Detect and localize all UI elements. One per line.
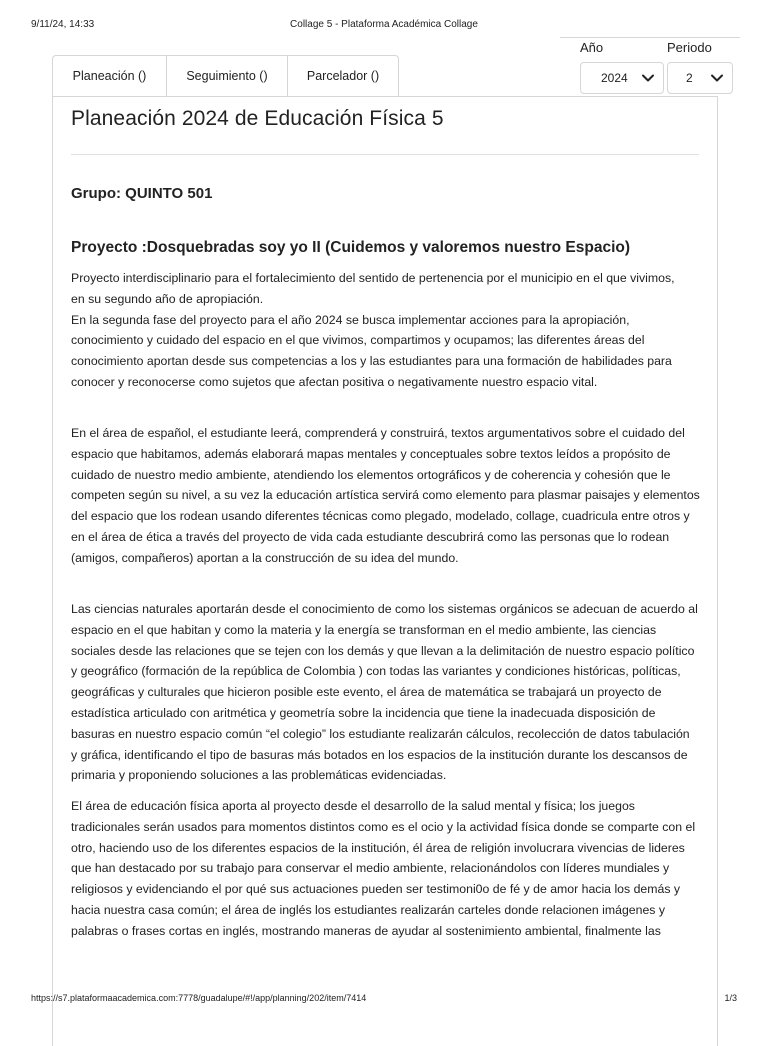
paragraph-line: estadística articulado con aritmética y geometría sobre la incidencia que tiene la inadecuada disposición de xyxy=(71,705,656,720)
print-footer xyxy=(31,993,737,1007)
paragraph-line: palabras o frases cortas en inglés, mostrando maneras de ayudar al sostenimiento ambiental, finalmente las xyxy=(71,923,661,938)
paragraph-line: del espacio que los rodean usando diferentes técnicas como plegado, modelado, collage, cuadricula entre otros y xyxy=(71,509,690,524)
paragraph-line: primaria y proponiendo soluciones a las problemáticas evidenciadas. xyxy=(71,768,447,783)
paragraph-line: basuras en nuestro espacio común “el colegio” los estudiante realizarán cálculos, recolección de datos tabulación xyxy=(71,726,690,741)
tab-planeacion[interactable]: Planeación () xyxy=(52,55,166,97)
paragraph-line: tradicionales serán usados para momentos distintos como es el ocio y la actividad física donde se comparte con el xyxy=(71,819,696,834)
period-label: Periodo xyxy=(667,40,712,55)
paragraph-line: (amigos, compañeros) aportan a la construcción de su idea del mundo. xyxy=(71,550,459,565)
page-title: Planeación 2024 de Educación Física 5 xyxy=(71,107,444,130)
paragraph-line: conocimiento aportan desde sus competencias a los y las estudiantes para una formación de habilidades para xyxy=(71,354,672,369)
paragraph-line: espacio que habitamos, además elaborará mapas mentales y conceptuales sobre textos leídos a propósito de xyxy=(71,446,671,461)
year-select-value: 2024 xyxy=(601,71,628,85)
paragraph-line: hacia nuestra casa común; el área de inglés los estudiantes realizarán carteles donde relacionen imágenes y xyxy=(71,902,666,917)
tab-parcelador[interactable]: Parcelador () xyxy=(287,55,399,97)
top-divider xyxy=(560,37,740,38)
paragraph-line: competen según su nivel, a su vez la educación artística servirá como elemento para plasmar paisajes y elementos xyxy=(71,488,700,503)
print-datetime: 9/11/24, 14:33 xyxy=(31,19,95,30)
paragraph-line: Proyecto interdisciplinario para el fortalecimiento del sentido de pertenencia por el municipio en el que vivimos, xyxy=(71,271,675,285)
year-select[interactable] xyxy=(580,62,664,94)
paragraph-intro xyxy=(71,268,701,393)
year-label: Año xyxy=(580,40,604,55)
paragraph-line: conocer y reconocerse como sujetos que afectan positiva o negativamente nuestro espacio vital. xyxy=(71,374,598,389)
tab-seguimiento[interactable]: Seguimiento () xyxy=(166,55,287,97)
print-page-number: 1/3 xyxy=(724,993,737,1003)
paragraph-ciencias xyxy=(71,599,701,786)
period-select[interactable] xyxy=(667,62,733,94)
paragraph-line: geográficas y culturales que hicieron posible este evento, el área de matemática se trabajará un proyecto de xyxy=(71,685,662,700)
paragraph-line: otro, haciendo uso de los diferentes espacios de la institución, él área de religión involucrara vivencias de lideres xyxy=(71,840,685,855)
paragraph-line: En el área de español, el estudiante leerá, comprenderá y construirá, textos argumentativos sobre el cuidado del xyxy=(71,426,685,440)
paragraph-educacion-fisica xyxy=(71,796,701,942)
paragraph-line: en su segundo año de apropiación. xyxy=(71,291,264,306)
paragraph-line: y geográfico (formación de la república de Colombia ) con todas las variantes y condiciones históricas, políticas, xyxy=(71,664,681,679)
print-url: https://s7.plataformaacademica.com:7778/guadalupe/#!/app/planning/202/item/7414 xyxy=(31,993,367,1003)
paragraph-line: En la segunda fase del proyecto para el año 2024 se busca implementar acciones para la apropiación, xyxy=(71,312,630,327)
paragraph-espanol xyxy=(71,423,701,569)
print-header xyxy=(31,19,737,33)
paragraph-line: religiosos y evidenciando el por qué sus actuaciones pueden ser testimoni0o de fé y de amor hacia los demás y xyxy=(71,882,681,897)
paragraph-line: El área de educación física aporta al proyecto desde el desarrollo de la salud mental y física; los juegos xyxy=(71,799,635,813)
group-heading: Grupo: QUINTO 501 xyxy=(71,185,213,202)
paragraph-line: cuidado de nuestro medio ambiente, atendiendo los elementos ortográficos y de coherencia y cohesión que le xyxy=(71,467,671,482)
paragraph-line: Las ciencias naturales aportarán desde el conocimiento de como los sistemas orgánicos se adecuan de acuerdo al xyxy=(71,602,698,616)
chevron-down-icon xyxy=(641,71,655,85)
paragraph-line: conocimiento y cuidado del espacio en el que vivimos, compartimos y ocupamos; las diferentes áreas del xyxy=(71,333,645,348)
paragraph-line: y gráfica, identificando el tipo de basuras más botados en los espacios de la institución durante los descansos de xyxy=(71,747,688,762)
title-divider xyxy=(71,154,699,155)
print-title: Collage 5 - Plataforma Académica Collage xyxy=(290,19,478,30)
paragraph-line: en el área de ética a través del proyecto de vida cada estudiante descubrirá como las personas que lo rodean xyxy=(71,529,670,544)
project-heading: Proyecto :Dosquebradas soy yo II (Cuidemos y valoremos nuestro Espacio) xyxy=(71,239,631,256)
paragraph-line: espacio en el que habitan y como la materia y la energía se transforman en el medio ambiente, las ciencias xyxy=(71,622,657,637)
paragraph-line: sociales desde las relaciones que se tejen con los demás y que llevan a la delimitación de nuestro espacio político xyxy=(71,643,695,658)
paragraph-line: que han destacado por su trabajo para conservar el medio ambiente, relacionándolos con líderes mundiales y xyxy=(71,861,670,876)
tab-bar xyxy=(52,55,399,97)
chevron-down-icon xyxy=(710,71,724,85)
period-select-value: 2 xyxy=(686,71,693,85)
